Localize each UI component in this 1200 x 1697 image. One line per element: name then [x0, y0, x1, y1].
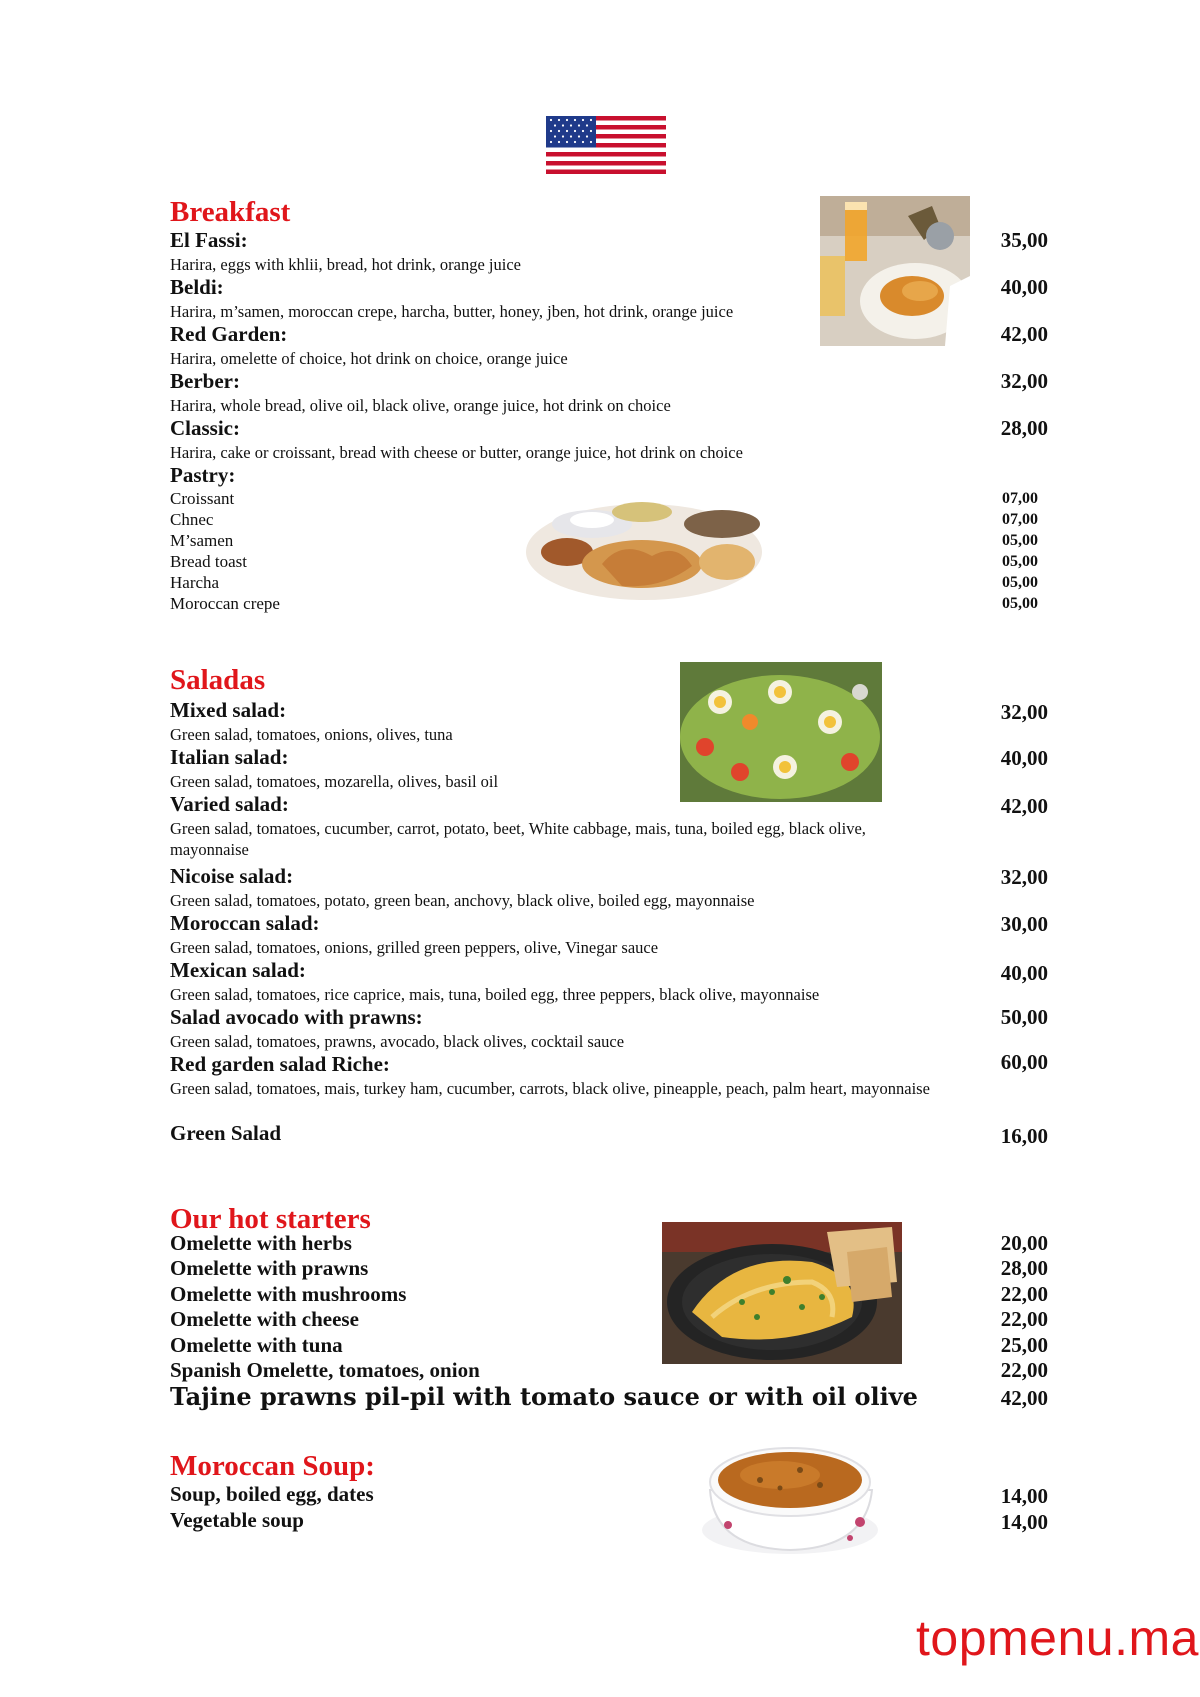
pastry-item-price: 05,00 [1002, 553, 1038, 570]
pastry-item-name: Moroccan crepe [170, 594, 280, 613]
menu-item-price: 25,00 [1000, 1333, 1048, 1357]
pastry-title: Pastry: [170, 463, 236, 487]
topmenu-watermark: topmenu.ma [916, 1610, 1199, 1666]
menu-item-description: Harira, eggs with khlii, bread, hot drink, orange juice [170, 255, 521, 274]
menu-item-description: Green salad, tomatoes, rice caprice, mais, tuna, boiled egg, three peppers, black olive, mayonnaise [170, 985, 820, 1004]
menu-item-name: Red garden salad Riche: [170, 1052, 390, 1076]
menu-item-name: Omelette with mushrooms [170, 1282, 407, 1306]
menu-item-price: 32,00 [1000, 369, 1048, 393]
menu-item-name: Classic: [170, 416, 240, 440]
menu-item-name: Soup, boiled egg, dates [170, 1482, 374, 1506]
menu-item-name: Mixed salad: [170, 698, 287, 722]
menu-item-description: Green salad, tomatoes, cucumber, carrot, potato, beet, White cabbage, mais, tuna, boiled egg, black olive, mayonnaise [170, 819, 866, 859]
menu-item-name: Omelette with tuna [170, 1333, 343, 1357]
tajine-price: 42,00 [1000, 1386, 1048, 1410]
menu-item-price: 22,00 [1000, 1282, 1048, 1306]
menu-item-name: Italian salad: [170, 745, 289, 769]
menu-item-price: 20,00 [1000, 1231, 1048, 1255]
us-flag-icon [546, 116, 666, 174]
pastry-item-name: Harcha [170, 573, 220, 592]
menu-item-description: Harira, whole bread, olive oil, black olive, orange juice, hot drink on choice [170, 396, 671, 415]
menu-item-name: Omelette with prawns [170, 1256, 369, 1280]
menu-item-description: Green salad, tomatoes, onions, olives, tuna [170, 725, 453, 744]
pastry-item-price: 07,00 [1002, 511, 1038, 528]
menu-item-name: Nicoise salad: [170, 864, 294, 888]
menu-item-description: Green salad, tomatoes, mozarella, olives, basil oil [170, 772, 499, 791]
breakfast-title: Breakfast [170, 196, 291, 228]
menu-item-price: 30,00 [1000, 912, 1048, 936]
menu-item-price: 16,00 [1000, 1124, 1048, 1148]
menu-item-price: 22,00 [1000, 1358, 1048, 1382]
menu-item-name: Moroccan salad: [170, 911, 320, 935]
menu-item-price: 60,00 [1000, 1050, 1048, 1074]
menu-item-price: 32,00 [1000, 700, 1048, 724]
pastry-item-price: 07,00 [1002, 490, 1038, 507]
pastry-item-name: Chnec [170, 510, 214, 529]
salads-title: Saladas [170, 664, 266, 696]
omelette-photo [662, 1222, 902, 1364]
menu-item-name: Omelette with herbs [170, 1231, 352, 1255]
menu-item-name: Red Garden: [170, 322, 288, 346]
menu-item-price: 50,00 [1000, 1005, 1048, 1029]
menu-item-description: Green salad, tomatoes, onions, grilled green peppers, olive, Vinegar sauce [170, 938, 659, 957]
menu-item-price: 40,00 [1000, 275, 1048, 299]
pastry-item-name: Bread toast [170, 552, 247, 571]
menu-item-price: 14,00 [1000, 1510, 1048, 1534]
soup-title: Moroccan Soup: [170, 1450, 375, 1482]
menu-item-name: Mexican salad: [170, 958, 306, 982]
menu-item-name: Beldi: [170, 275, 224, 299]
menu-item-name: Salad avocado with prawns: [170, 1005, 423, 1029]
tajine-name: Tajine prawns pil-pil with tomato sauce or with oil olive [170, 1382, 918, 1411]
pastry-item-price: 05,00 [1002, 532, 1038, 549]
menu-item-price: 14,00 [1000, 1484, 1048, 1508]
menu-item-name: Varied salad: [170, 792, 289, 816]
menu-item-price: 35,00 [1000, 228, 1048, 252]
menu-item-description: Harira, m’samen, moroccan crepe, harcha, butter, honey, jben, hot drink, orange juice [170, 302, 734, 321]
menu-item-name: Green Salad [170, 1121, 282, 1145]
menu-item-price: 22,00 [1000, 1307, 1048, 1331]
pastry-item-price: 05,00 [1002, 595, 1038, 612]
menu-item-price: 40,00 [1000, 961, 1048, 985]
menu-item-description: Harira, omelette of choice, hot drink on choice, orange juice [170, 349, 568, 368]
menu-item-name: El Fassi: [170, 228, 248, 252]
menu-item-price: 28,00 [1000, 416, 1048, 440]
pastry-item-price: 05,00 [1002, 574, 1038, 591]
menu-item-description: Green salad, tomatoes, potato, green bean, anchovy, black olive, boiled egg, mayonnaise [170, 891, 755, 910]
pastry-photo [522, 494, 766, 604]
soup-photo [700, 1430, 882, 1558]
menu-item-name: Vegetable soup [170, 1508, 304, 1532]
menu-item-price: 42,00 [1000, 322, 1048, 346]
menu-item-price: 42,00 [1000, 794, 1048, 818]
menu-item-name: Spanish Omelette, tomatoes, onion [170, 1358, 480, 1382]
menu-item-name: Omelette with cheese [170, 1307, 359, 1331]
menu-item-price: 40,00 [1000, 746, 1048, 770]
pastry-item-name: M’samen [170, 531, 234, 550]
menu-item-name: Berber: [170, 369, 240, 393]
menu-item-price: 28,00 [1000, 1256, 1048, 1280]
menu-item-price: 32,00 [1000, 865, 1048, 889]
menu-item-description: Green salad, tomatoes, prawns, avocado, black olives, cocktail sauce [170, 1032, 625, 1051]
menu-item-description: Harira, cake or croissant, bread with cheese or butter, orange juice, hot drink on choice [170, 443, 743, 462]
starters-title: Our hot starters [170, 1203, 371, 1235]
pastry-item-name: Croissant [170, 489, 235, 508]
menu-item-description: Green salad, tomatoes, mais, turkey ham, cucumber, carrots, black olive, pineapple, peach, palm heart, mayonnaise [170, 1079, 930, 1098]
